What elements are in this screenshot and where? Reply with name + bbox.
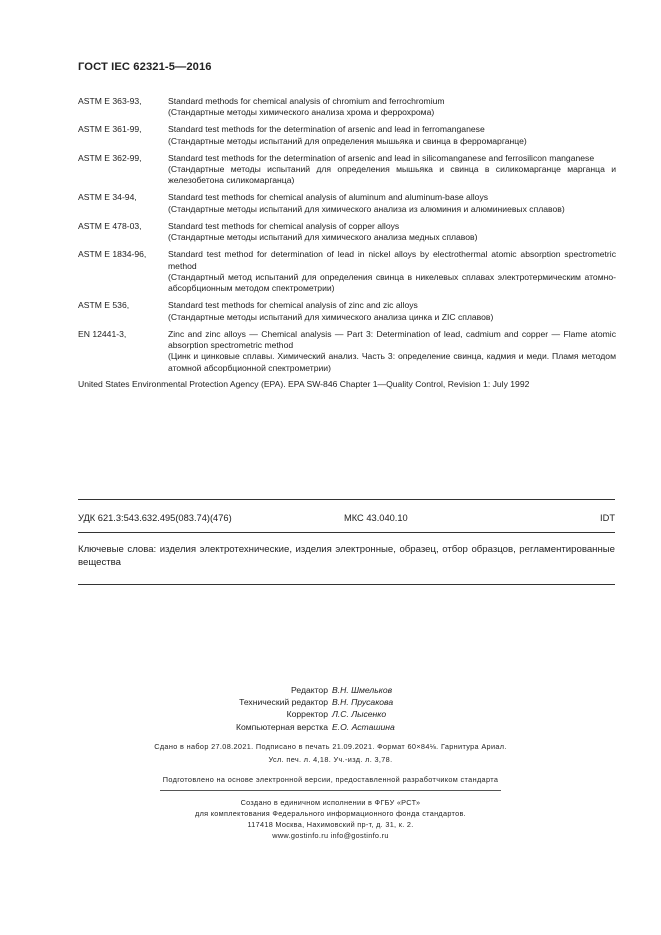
reference-code: ASTM E 361-99,	[78, 124, 142, 135]
credit-person: В.Н. Прусакова	[332, 697, 394, 708]
divider-top	[78, 499, 615, 500]
reference-translation: (Стандартный метод испытаний для определения свинца в никелевых сплавах электротермическим атомно-абсорбционным методом спектрометрии)	[168, 271, 616, 294]
document-header: ГОСТ IEC 62321-5—2016	[78, 61, 212, 73]
reference-item	[78, 153, 616, 187]
reference-title: Standard test methods for chemical analysis of copper alloys	[168, 220, 400, 231]
reference-text	[168, 249, 616, 294]
credit-technical-editor	[0, 696, 661, 708]
idt-label: IDT	[600, 513, 615, 523]
reference-translation: (Стандартные методы испытаний для определения мышьяка и свинца в ферромарганце)	[168, 135, 527, 146]
epa-reference: United States Environmental Protection Agency (EPA). EPA SW-846 Chapter 1—Quality Control, Revision 1: July 1992	[78, 378, 530, 389]
reference-item	[78, 249, 616, 294]
credit-proofreader	[0, 708, 661, 720]
reference-item	[78, 329, 616, 374]
print-line-1: Сдано в набор 27.08.2021. Подписано в печать 21.09.2021. Формат 60×84⅛. Гарнитура Ариал.	[154, 742, 507, 751]
credit-role: Компьютерная верстка	[235, 721, 328, 732]
reference-text	[168, 221, 616, 244]
divider-middle	[78, 532, 615, 533]
prepared-note: Подготовлено на основе электронной версии, предоставленной разработчиком стандарта	[162, 775, 499, 784]
reference-item	[78, 124, 616, 147]
footer-line-2: для комплектования Федерального информационного фонда стандартов.	[195, 809, 466, 818]
reference-code: EN 12441-3,	[78, 328, 127, 339]
keywords: Ключевые слова: изделия электротехнические, изделия электронные, образец, отбор образцов, регламентированные вещества	[78, 544, 615, 568]
credit-editor	[0, 684, 661, 696]
divider-bottom	[78, 584, 615, 585]
print-line-2: Усл. печ. л. 4,18. Уч.-изд. л. 3,78.	[268, 754, 393, 764]
credits-block	[0, 684, 661, 733]
reference-item	[78, 300, 616, 323]
reference-translation: (Стандартные методы испытаний для химического анализа медных сплавов)	[168, 232, 478, 243]
reference-item	[78, 96, 616, 119]
reference-title: Standard test methods for the determination of arsenic and lead in ferromanganese	[168, 124, 485, 135]
footer-line-3: 117418 Москва, Нахимовский пр-т, д. 31, к. 2.	[247, 820, 414, 829]
reference-text	[168, 96, 616, 119]
reference-title: Standard test method for determination of lead in nickel alloys by electrothermal atomic absorption spectrometric method	[168, 249, 616, 271]
credit-role: Технический редактор	[239, 697, 328, 708]
reference-list	[78, 96, 616, 390]
footer-line-4: www.gostinfo.ru info@gostinfo.ru	[272, 831, 389, 840]
reference-title: Standard test methods for chemical analysis of aluminum and aluminum-base alloys	[168, 192, 489, 203]
reference-code: ASTM E 1834-96,	[78, 249, 147, 260]
reference-code: ASTM E 34-94,	[78, 192, 137, 203]
credit-person: Л.С. Лысенко	[332, 709, 387, 720]
reference-title: Standard methods for chemical analysis of chromium and ferrochromium	[168, 96, 445, 106]
reference-translation: (Стандартные методы испытаний для химического анализа из алюминия и алюминиевых сплавов)	[168, 203, 565, 214]
reference-text	[168, 153, 616, 187]
reference-text	[168, 300, 616, 323]
reference-code: ASTM E 478-03,	[78, 220, 142, 231]
reference-title: Standard test methods for chemical analysis of zinc and zic alloys	[168, 300, 418, 311]
credit-role: Редактор	[291, 685, 328, 695]
footer-divider	[160, 790, 501, 791]
footer-line-1: Создано в единичном исполнении в ФГБУ «РСТ»	[240, 798, 421, 807]
reference-item	[78, 221, 616, 244]
reference-code: ASTM E 536,	[78, 300, 130, 311]
reference-code: ASTM E 363-93,	[78, 96, 142, 106]
credit-person: В.Н. Шмельков	[332, 685, 393, 695]
credit-role: Корректор	[286, 709, 328, 720]
reference-item	[78, 192, 616, 215]
publisher-footer	[0, 797, 661, 841]
reference-translation: (Стандартные методы испытаний для определения мышьяка и свинца в силикомарганце марганца и железобетона силикомарганца)	[168, 164, 616, 186]
reference-code: ASTM E 362-99,	[78, 152, 142, 163]
reference-text	[168, 124, 616, 147]
reference-text	[168, 192, 616, 215]
reference-text	[168, 329, 616, 374]
reference-title: Standard test methods for the determination of arsenic and lead in silicomanganese and ferrosilicon manganese	[168, 152, 595, 163]
reference-title: Zinc and zinc alloys — Chemical analysis — Part 3: Determination of lead, cadmium and copper — Flame atomic absorption spectrometric method	[168, 328, 616, 350]
mks-code: МКС 43.040.10	[344, 513, 408, 523]
print-details	[0, 741, 661, 766]
credit-layout	[0, 721, 661, 733]
credit-person: Е.О. Асташина	[332, 721, 395, 732]
udk-code: УДК 621.3:543.632.495(083.74)(476)	[78, 513, 232, 523]
reference-translation: (Стандартные методы химического анализа хрома и феррохрома)	[168, 107, 435, 118]
reference-translation: (Цинк и цинковые сплавы. Химический анализ. Часть 3: определение свинца, кадмия и меди. Пламя методом атомной абсорбционной спектрометрии)	[168, 351, 616, 373]
reference-translation: (Стандартные методы испытаний для химического анализа цинка и ZIC сплавов)	[168, 311, 494, 322]
